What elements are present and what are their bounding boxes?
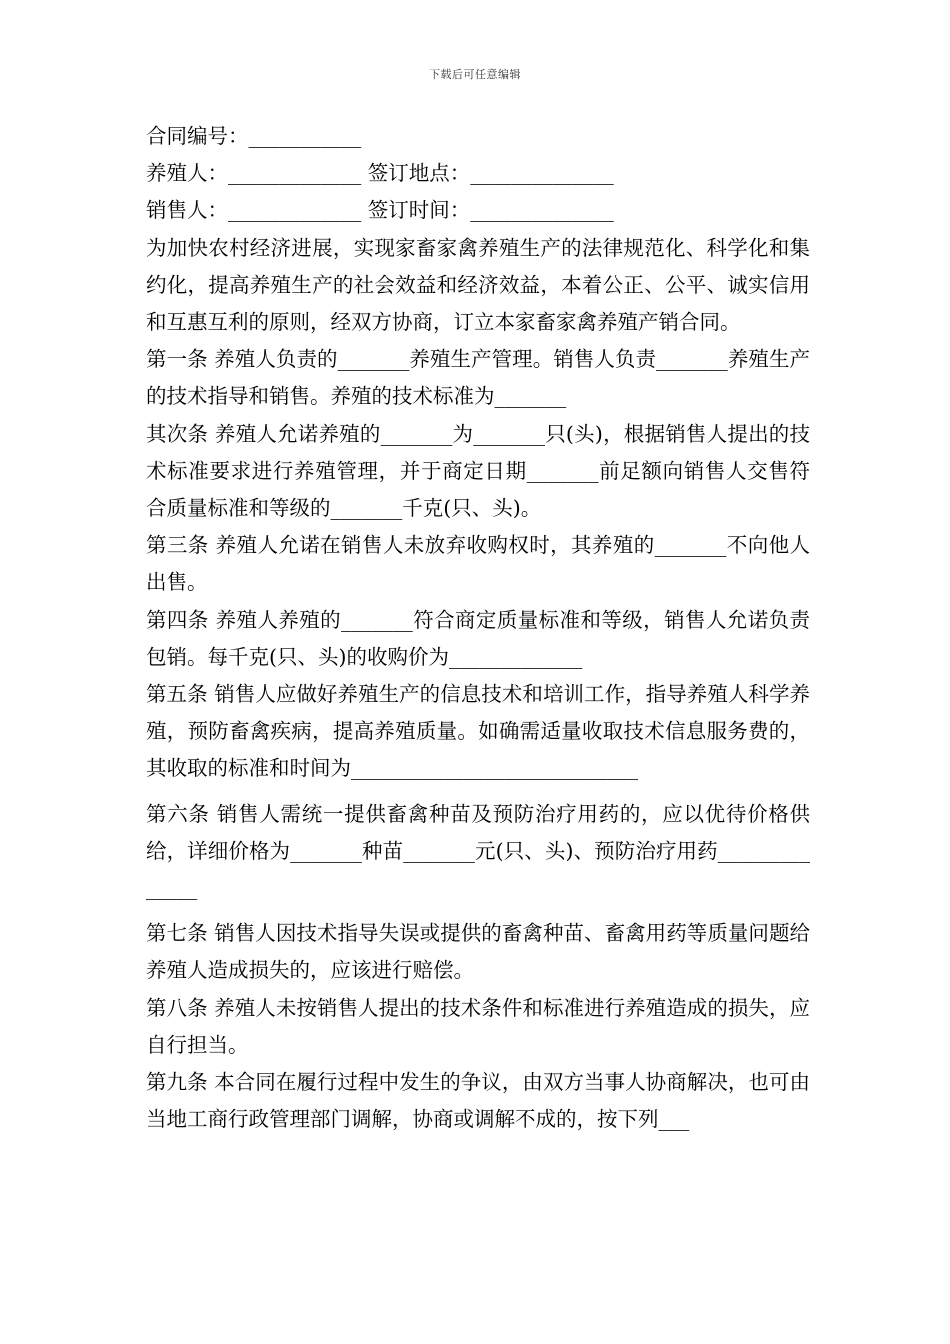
article-9: 第九条 本合同在履行过程中发生的争议，由双方当事人协商解决，也可由当地工商行政管理部门调解，协商或调解不成的，按下列___ <box>146 1070 810 1132</box>
article-4: 第四条 养殖人养殖的_______符合商定质量标准和等级，销售人允诺负责包销。每千克(只、头)的收购价为_____________ <box>146 607 810 669</box>
article-8: 第八条 养殖人未按销售人提出的技术条件和标准进行养殖造成的损失，应自行担当。 <box>146 995 810 1057</box>
article-7: 第七条 销售人因技术指导失误或提供的畜禽种苗、畜禽用药等质量问题给养殖人造成损失的，应该进行赔偿。 <box>146 921 810 983</box>
contract-body <box>146 118 810 1138</box>
article-6: 第六条 销售人需统一提供畜禽种苗及预防治疗用药的，应以优待价格供给，详细价格为_______种苗_______元(只、头)、预防治疗用药______________ <box>146 801 810 901</box>
article-3: 第三条 养殖人允诺在销售人未放弃收购权时，其养殖的_______不向他人出售。 <box>146 533 810 595</box>
contract-number-line: 合同编号：___________ <box>146 124 362 148</box>
article-5: 第五条 销售人应做好养殖生产的信息技术和培训工作，指导养殖人科学养殖，预防畜禽疾病，提高养殖质量。如确需适量收取技术信息服务费的，其收取的标准和时间为____________________________ <box>146 682 810 781</box>
seller-signing-time-line: 销售人：_____________ 签订时间：______________ <box>146 198 614 223</box>
article-1: 第一条 养殖人负责的_______养殖生产管理。销售人负责_______养殖生产的技术指导和销售。养殖的技术标准为_______ <box>146 347 810 409</box>
page-header: 下载后可任意编辑 <box>429 68 521 81</box>
preamble-paragraph: 为加快农村经济进展，实现家畜家禽养殖生产的法律规范化、科学化和集约化，提高养殖生产的社会效益和经济效益，本着公正、公平、诚实信用和互惠互利的原则，经双方协商，订立本家畜家禽养殖产销合同。 <box>146 235 810 335</box>
article-2: 其次条 养殖人允诺养殖的_______为_______只(头)，根据销售人提出的技术标准要求进行养殖管理，并于商定日期_______前足额向销售人交售符合质量标准和等级的_______千克(只、头)。 <box>146 421 810 521</box>
breeder-signing-place-line: 养殖人：_____________ 签订地点：______________ <box>146 161 614 186</box>
